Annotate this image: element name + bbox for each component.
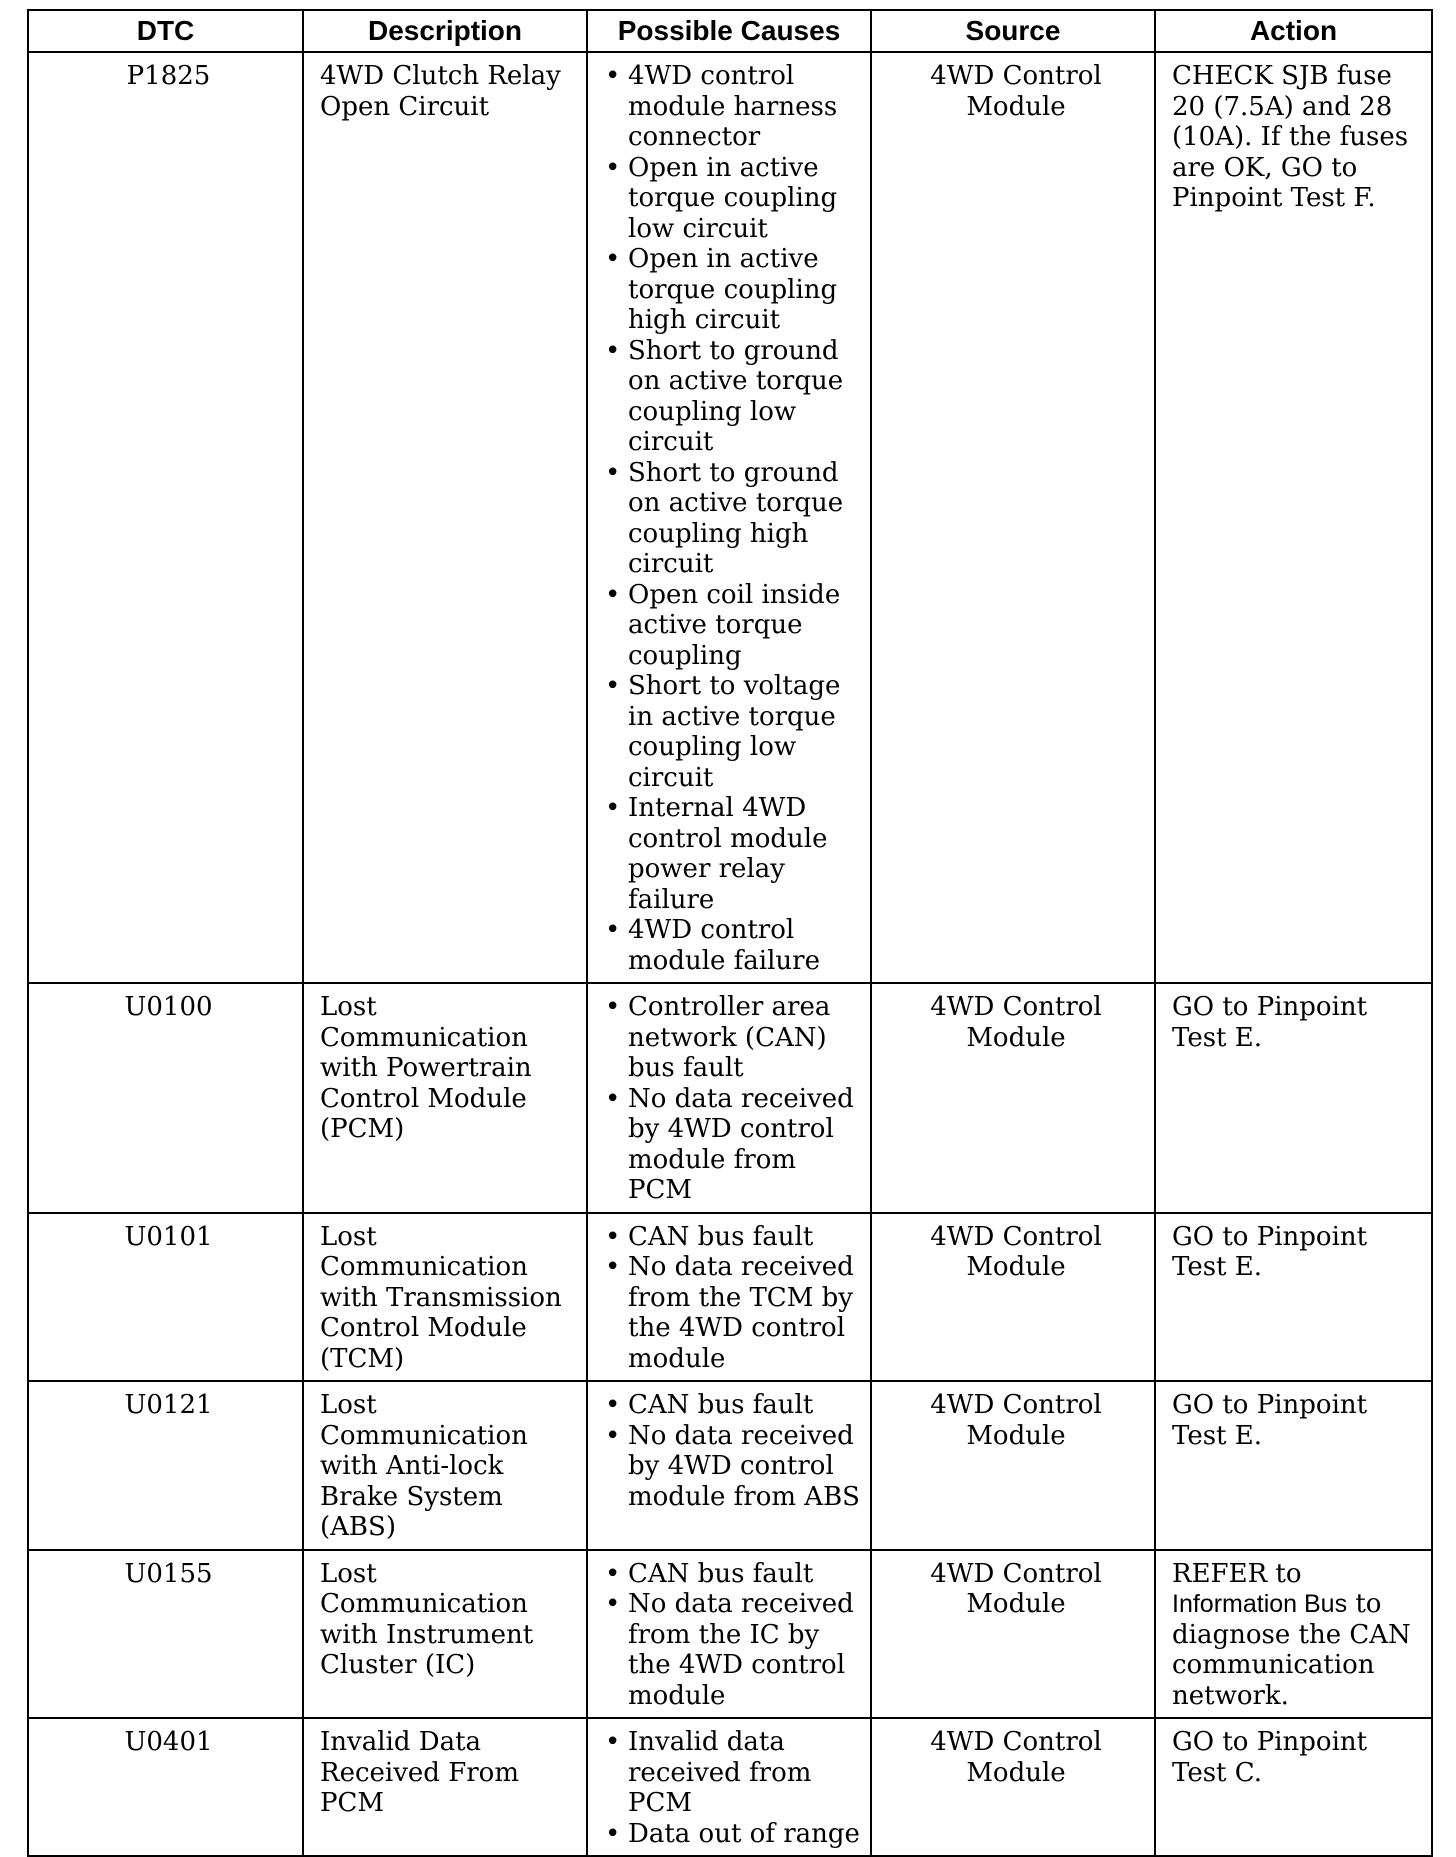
header-action: Action (1155, 10, 1432, 52)
dtc-code: U0401 (28, 1718, 303, 1856)
dtc-code: U0100 (28, 983, 303, 1213)
dtc-code: U0121 (28, 1381, 303, 1550)
cause-item: • Invalid data received from PCM (604, 1727, 860, 1819)
table-row (28, 983, 1432, 1213)
causes-list (604, 1559, 860, 1712)
cause-item: • No data received by 4WD control module from PCM (604, 1084, 860, 1206)
information-bus-link[interactable]: Information Bus (1172, 1590, 1348, 1618)
dtc-action: GO to Pinpoint Test E. (1155, 1381, 1432, 1550)
causes-list (604, 1222, 860, 1375)
action-text: REFER to (1172, 1558, 1302, 1589)
cause-item: • No data received by 4WD control module from ABS (604, 1421, 860, 1513)
dtc-source: 4WD Control Module (871, 983, 1155, 1213)
cause-item: • Controller area network (CAN) bus fault (604, 992, 860, 1084)
possible-causes-cell (587, 1213, 871, 1382)
causes-list (604, 1727, 860, 1849)
cause-item: • Short to ground on active torque coupling high circuit (604, 458, 860, 580)
action-text: to diagnose the CAN communication network. (1172, 1589, 1411, 1711)
cause-item: • Short to voltage in active torque coupling low circuit (604, 671, 860, 793)
table-row (28, 1381, 1432, 1550)
dtc-description: Lost Communication with Transmission Control Module (TCM) (303, 1213, 587, 1382)
possible-causes-cell (587, 983, 871, 1213)
dtc-action: GO to Pinpoint Test E. (1155, 1213, 1432, 1382)
cause-item: • 4WD control module failure (604, 915, 860, 976)
dtc-description: 4WD Clutch Relay Open Circuit (303, 52, 587, 983)
cause-item: • Internal 4WD control module power relay failure (604, 793, 860, 915)
dtc-code: P1825 (28, 52, 303, 983)
cause-item: • Open in active torque coupling low circuit (604, 153, 860, 245)
dtc-table (27, 9, 1433, 1857)
dtc-description: Lost Communication with Anti-lock Brake System (ABS) (303, 1381, 587, 1550)
cause-item: • Data out of range (604, 1819, 860, 1850)
cause-item: • Short to ground on active torque coupling low circuit (604, 336, 860, 458)
causes-list (604, 61, 860, 976)
table-row (28, 52, 1432, 983)
cause-item: • No data received from the IC by the 4WD control module (604, 1589, 860, 1711)
table-row (28, 1213, 1432, 1382)
cause-item: • CAN bus fault (604, 1559, 860, 1590)
cause-item: • Open in active torque coupling high circuit (604, 244, 860, 336)
dtc-action: GO to Pinpoint Test E. (1155, 983, 1432, 1213)
possible-causes-cell (587, 1718, 871, 1856)
cause-item: • 4WD control module harness connector (604, 61, 860, 153)
causes-list (604, 1390, 860, 1512)
cause-item: • CAN bus fault (604, 1390, 860, 1421)
table-row (28, 1550, 1432, 1719)
dtc-description: Invalid Data Received From PCM (303, 1718, 587, 1856)
possible-causes-cell (587, 1381, 871, 1550)
dtc-description: Lost Communication with Instrument Cluster (IC) (303, 1550, 587, 1719)
header-source: Source (871, 10, 1155, 52)
cause-item: • Open coil inside active torque coupling (604, 580, 860, 672)
dtc-description: Lost Communication with Powertrain Control Module (PCM) (303, 983, 587, 1213)
header-possible-causes: Possible Causes (587, 10, 871, 52)
table-row (28, 1718, 1432, 1856)
header-row (28, 10, 1432, 52)
cause-item: • No data received from the TCM by the 4WD control module (604, 1252, 860, 1374)
header-dtc: DTC (28, 10, 303, 52)
dtc-source: 4WD Control Module (871, 1550, 1155, 1719)
dtc-action: CHECK SJB fuse 20 (7.5A) and 28 (10A). If the fuses are OK, GO to Pinpoint Test F. (1155, 52, 1432, 983)
dtc-source: 4WD Control Module (871, 52, 1155, 983)
dtc-source: 4WD Control Module (871, 1213, 1155, 1382)
possible-causes-cell (587, 1550, 871, 1719)
possible-causes-cell (587, 52, 871, 983)
dtc-code: U0101 (28, 1213, 303, 1382)
dtc-source: 4WD Control Module (871, 1381, 1155, 1550)
causes-list (604, 992, 860, 1206)
dtc-table-container (27, 9, 1431, 1857)
header-description: Description (303, 10, 587, 52)
dtc-source: 4WD Control Module (871, 1718, 1155, 1856)
dtc-action: GO to Pinpoint Test C. (1155, 1718, 1432, 1856)
dtc-action (1155, 1550, 1432, 1719)
cause-item: • CAN bus fault (604, 1222, 860, 1253)
dtc-code: U0155 (28, 1550, 303, 1719)
